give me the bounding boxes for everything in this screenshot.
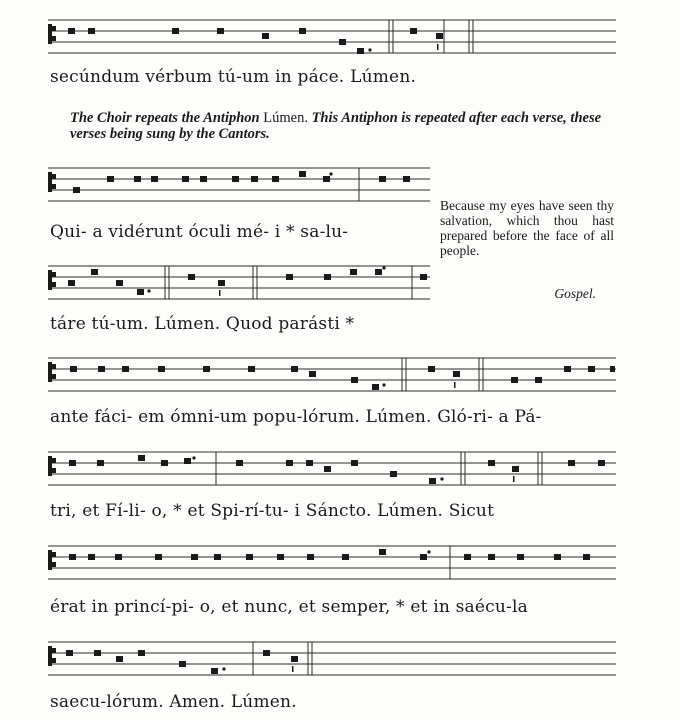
- lyric-line-3: táre tú-um. Lúmen. Quod parásti *: [50, 314, 355, 334]
- staff-svg-7: [48, 636, 616, 682]
- staff-svg-4: [48, 352, 616, 398]
- english-translation: Because my eyes have seen thy salvation, which thou hast prepared before the face of all people.: [440, 198, 614, 258]
- staff-svg-3: [48, 260, 430, 306]
- lyric-line-5: tri, et Fí-li- o, * et Spi-rí-tu- i Sáncto. Lúmen. Sicut: [50, 501, 495, 521]
- rubric-part-1: The Choir repeats the Antiphon: [70, 110, 264, 126]
- chant-staff-3: [48, 260, 430, 306]
- lyric-line-7: saecu-lórum. Amen. Lúmen.: [50, 692, 297, 712]
- chant-staff-6: [48, 540, 616, 586]
- translation-source: Gospel.: [554, 286, 596, 301]
- lyric-line-1: secúndum vérbum tú-um in páce. Lúmen.: [50, 67, 417, 87]
- staff-svg-6: [48, 540, 616, 586]
- chant-staff-2: [48, 162, 430, 208]
- chant-staff-1: [48, 14, 616, 60]
- chant-staff-4: [48, 352, 616, 398]
- lyric-line-2: Qui- a vidérunt óculi mé- i * sa-lu-: [50, 222, 349, 242]
- lyric-line-6: érat in princí-pi- o, et nunc, et semper, * et in saécu-la: [50, 597, 528, 617]
- rubric-antiphon-word: Lúmen.: [263, 110, 308, 126]
- staff-svg-2: [48, 162, 430, 208]
- staff-svg-5: [48, 446, 616, 492]
- rubric-instruction: [70, 110, 618, 142]
- chant-staff-7: [48, 636, 616, 682]
- rubric-part-2: This Antiphon is repeated after each verse, these verses being sung by the Cantors.: [70, 110, 602, 142]
- chant-staff-5: [48, 446, 616, 492]
- lyric-line-4: ante fáci- em ómni-um popu-lórum. Lúmen. Gló-ri- a Pá-: [50, 407, 542, 427]
- staff-svg-1: [48, 14, 616, 60]
